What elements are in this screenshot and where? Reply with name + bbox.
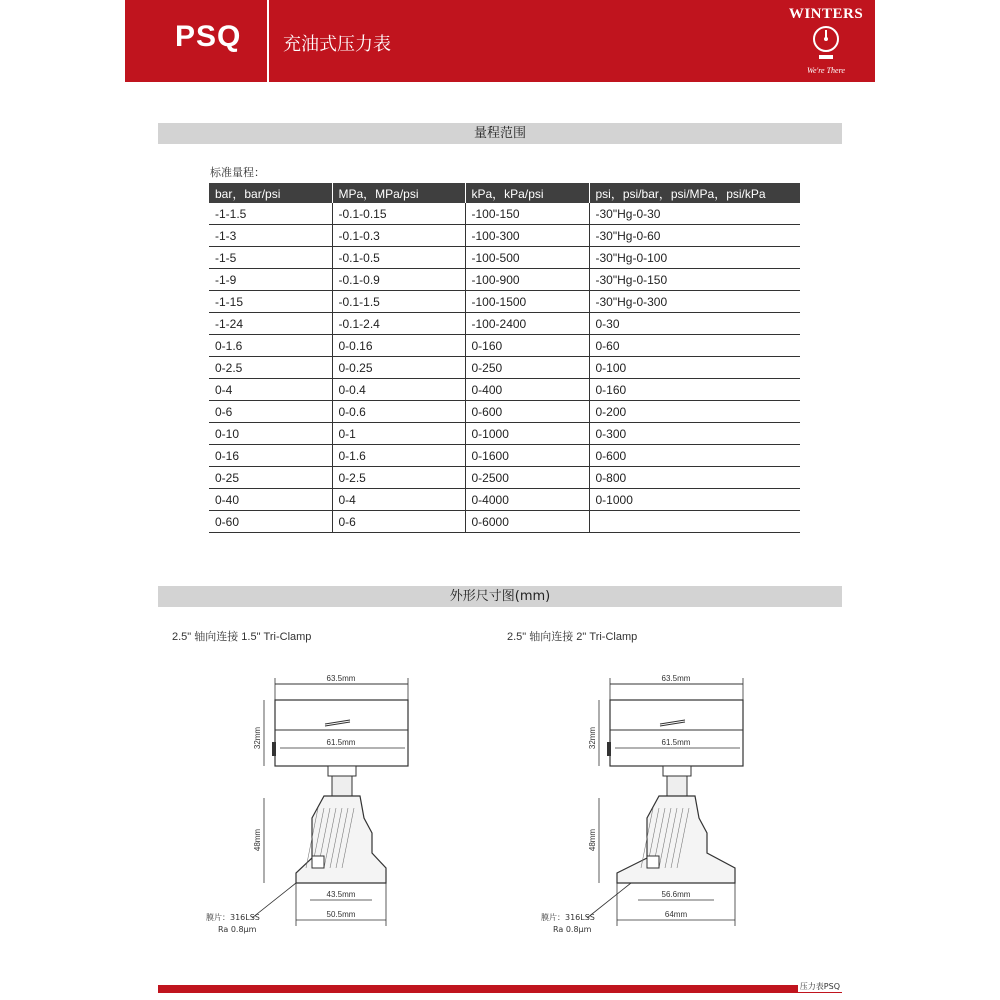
stem-collar (328, 766, 356, 776)
table-cell: 0-400 (465, 379, 589, 401)
table-row (209, 423, 800, 445)
table-cell: -1-3 (209, 225, 332, 247)
table-cell: 0-1600 (465, 445, 589, 467)
table-cell: 0-300 (589, 423, 800, 445)
column-header: MPa，MPa/psi (332, 183, 465, 203)
table-cell: 0-6000 (465, 511, 589, 533)
table-cell: 0-250 (465, 357, 589, 379)
page-header (125, 0, 875, 82)
table-cell: 0-1000 (465, 423, 589, 445)
table-cell: -100-150 (465, 203, 589, 225)
table-row (209, 203, 800, 225)
case-knob (272, 742, 276, 756)
table-row (209, 379, 800, 401)
gauge-case (275, 700, 408, 766)
dim-top-label: 63.5mm (661, 674, 691, 683)
table-cell: -100-2400 (465, 313, 589, 335)
table-cell: 0-160 (465, 335, 589, 357)
dim-base-inner-label: 43.5mm (326, 890, 356, 899)
table-cell: -30"Hg-0-100 (589, 247, 800, 269)
column-header: kPa，kPa/psi (465, 183, 589, 203)
table-cell: 0-4 (209, 379, 332, 401)
table-cell: -30"Hg-0-150 (589, 269, 800, 291)
table-cell: -1-9 (209, 269, 332, 291)
case-knob (607, 742, 611, 756)
range-table-header (209, 183, 800, 203)
table-cell: 0-2.5 (209, 357, 332, 379)
dim-height-bottom-label: 48mm (253, 828, 262, 852)
table-cell: 0-4 (332, 489, 465, 511)
dim-base-outer-label: 50.5mm (326, 910, 356, 919)
table-cell: 0-16 (209, 445, 332, 467)
table-cell: 0-0.16 (332, 335, 465, 357)
footer-label: 压力表PSQ (799, 982, 840, 991)
table-cell: 0-60 (589, 335, 800, 357)
table-cell: 0-4000 (465, 489, 589, 511)
table-cell: 0-1.6 (209, 335, 332, 357)
table-cell: 0-1000 (589, 489, 800, 511)
range-table (209, 183, 800, 533)
drawing-caption-right: 2.5" 轴向连接 2" Tri-Clamp (507, 631, 638, 643)
table-cell: 0-600 (589, 445, 800, 467)
dim-top-label: 63.5mm (326, 674, 356, 683)
table-cell: -1-1.5 (209, 203, 332, 225)
table-cell: 0-100 (589, 357, 800, 379)
dim-base-outer-label: 64mm (664, 910, 688, 919)
stem-collar (663, 766, 691, 776)
table-cell: 0-0.25 (332, 357, 465, 379)
table-cell: -100-900 (465, 269, 589, 291)
table-cell: 0-30 (589, 313, 800, 335)
table-cell: -1-5 (209, 247, 332, 269)
table-cell: 0-60 (209, 511, 332, 533)
table-row (209, 269, 800, 291)
range-section-title: 量程范围 (158, 123, 842, 144)
fill-port (647, 856, 659, 868)
table-row (209, 445, 800, 467)
table-row (209, 313, 800, 335)
table-row (209, 335, 800, 357)
dim-height-bottom-label: 48mm (588, 828, 597, 852)
winters-logo (785, 6, 867, 78)
table-cell: -100-1500 (465, 291, 589, 313)
table-cell: -1-24 (209, 313, 332, 335)
dim-base-inner-label: 56.6mm (661, 890, 691, 899)
standard-range-label: 标准量程： (210, 166, 265, 179)
stem-hex (667, 776, 687, 796)
dimension-section-title: 外形尺寸图(mm) (158, 586, 842, 607)
diaphragm-seal-body (296, 796, 386, 883)
table-row (209, 489, 800, 511)
table-cell: -0.1-0.9 (332, 269, 465, 291)
header-divider (267, 0, 269, 82)
stem-hex (332, 776, 352, 796)
table-cell: -30"Hg-0-30 (589, 203, 800, 225)
table-cell: 0-0.6 (332, 401, 465, 423)
table-cell: -0.1-0.5 (332, 247, 465, 269)
product-code: PSQ (175, 20, 242, 53)
table-cell: 0-0.4 (332, 379, 465, 401)
table-cell: -30"Hg-0-60 (589, 225, 800, 247)
table-cell: -0.1-0.3 (332, 225, 465, 247)
table-cell: -100-500 (465, 247, 589, 269)
table-cell: 0-40 (209, 489, 332, 511)
table-cell: 0-6 (332, 511, 465, 533)
table-cell: -0.1-0.15 (332, 203, 465, 225)
table-cell: 0-2.5 (332, 467, 465, 489)
gauge-case (610, 700, 743, 766)
table-cell: 0-200 (589, 401, 800, 423)
table-cell: 0-800 (589, 467, 800, 489)
table-cell (589, 511, 800, 533)
column-header: bar，bar/psi (209, 183, 332, 203)
table-row (209, 225, 800, 247)
table-cell: 0-25 (209, 467, 332, 489)
logo-wordmark: WINTERS (788, 6, 864, 22)
table-cell: -0.1-2.4 (332, 313, 465, 335)
table-cell: 0-6 (209, 401, 332, 423)
surface-roughness-label: Ra 0.8μm (553, 925, 592, 934)
table-cell: 0-160 (589, 379, 800, 401)
table-row (209, 401, 800, 423)
table-cell: 0-1 (332, 423, 465, 445)
table-cell: -1-15 (209, 291, 332, 313)
table-cell: 0-2500 (465, 467, 589, 489)
table-cell: 0-10 (209, 423, 332, 445)
drawing-caption-left: 2.5" 轴向连接 1.5" Tri-Clamp (172, 631, 312, 643)
table-cell: 0-1.6 (332, 445, 465, 467)
footer-bar (158, 985, 842, 993)
dimension-drawing-1-5-triclamp (200, 668, 440, 943)
dim-inner-label: 61.5mm (326, 738, 356, 747)
dim-height-top-label: 32mm (253, 726, 262, 750)
dim-height-top-label: 32mm (588, 726, 597, 750)
fill-port (312, 856, 324, 868)
diaphragm-material-label: 膜片：316LSS (541, 913, 595, 922)
column-header: psi，psi/bar，psi/MPa，psi/kPa (589, 183, 800, 203)
table-cell: -100-300 (465, 225, 589, 247)
table-cell: -0.1-1.5 (332, 291, 465, 313)
gauge-logo-icon (811, 24, 841, 64)
diaphragm-seal-body (617, 796, 735, 883)
table-row (209, 291, 800, 313)
diaphragm-material-label: 膜片：316LSS (206, 913, 260, 922)
logo-tagline: We're There (807, 66, 845, 75)
surface-roughness-label: Ra 0.8μm (218, 925, 257, 934)
table-row (209, 467, 800, 489)
product-title: 充油式压力表 (283, 34, 391, 55)
dimension-drawing-2-triclamp (535, 668, 775, 943)
dim-inner-label: 61.5mm (661, 738, 691, 747)
table-row (209, 511, 800, 533)
table-cell: -30"Hg-0-300 (589, 291, 800, 313)
table-row (209, 247, 800, 269)
table-row (209, 357, 800, 379)
table-cell: 0-600 (465, 401, 589, 423)
